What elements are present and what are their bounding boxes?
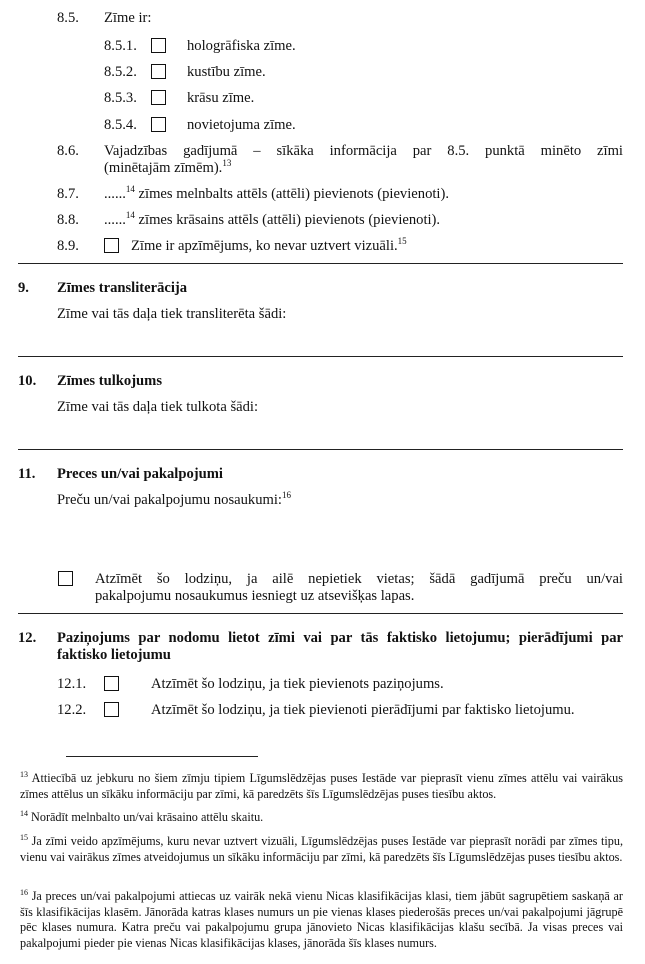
item-number-8-5: 8.5.: [57, 10, 79, 26]
transliteration-heading: Zīmes transliterācija: [57, 280, 188, 296]
item-number-8-5-4: 8.5.4.: [104, 117, 137, 133]
footnote-ref-14: 14: [125, 210, 135, 220]
extra-sheet-checkbox[interactable]: [58, 571, 73, 586]
item-8-5-title: Zīme ir:: [104, 10, 152, 26]
motion-mark-label: kustību zīme.: [187, 64, 266, 80]
footnote-separator: [66, 756, 258, 757]
non-visual-mark-label: Zīme ir apzīmējums, ko nevar uztvert vizuāli.$^{15}$: [131, 236, 407, 254]
item-number-8-8: 8.8.: [57, 212, 79, 228]
section-divider: [18, 613, 623, 614]
goods-services-prompt: Preču un/vai pakalpojumu nosaukumi:$^{16}$: [57, 490, 291, 508]
footnote-16: $^{16}$ Ja preces un/vai pakalpojumi attiecas uz vairāk nekā vienu Nicas klasifikācijas klasi, tiem jābūt sagrupētiem saskaņā ar šīs klasifikācijas klasēm. Jānorāda katras klases numurs un pie vienas klases piederošās preces un/vai pakalpojumi jāgrupē pēc klases numura. Katra preču vai pakalpojumu grupa jānovieto Nicas klasifikācijas klašu secībā. Ja visas preces vai pakalpojumi pieder pie vienas Nicas klasifikācijas klases, jānorāda šīs klases numurs.: [20, 888, 623, 950]
footnote-ref-14: 14: [125, 184, 135, 194]
use-declaration-heading-line2: faktisko lietojumu: [57, 647, 171, 663]
section-number-9: 9.: [18, 280, 29, 296]
hologram-mark-checkbox[interactable]: [151, 38, 166, 53]
declaration-attached-checkbox[interactable]: [104, 676, 119, 691]
footnote-13: $^{13}$ Attiecībā uz jebkuru no šiem zīmju tipiem Līgumslēdzējas puses Iestāde var pieprasīt vienu zīmes attēlu vai vairākus zīmes attēlus un sīkāku informāciju par zīmi, kā paredzēts šīs Līgumslēdzējas puses tiesību aktos.: [20, 770, 623, 801]
translation-heading: Zīmes tulkojums: [57, 373, 163, 389]
item-number-8-5-3: 8.5.3.: [104, 90, 137, 106]
hologram-mark-label: hologrāfiska zīme.: [187, 38, 296, 54]
item-number-8-9: 8.9.: [57, 238, 79, 254]
position-mark-label: novietojuma zīme.: [187, 117, 296, 133]
extra-sheet-label-line2: pakalpojumu nosaukumus iesniegt uz atsevišķas lapas.: [95, 588, 415, 604]
item-8-8-text: ......$^{14}$ zīmes krāsains attēls (attēli) pievienots (pievienoti).: [104, 210, 441, 228]
footnote-ref-16: 16: [281, 490, 291, 500]
transliteration-prompt: Zīme vai tās daļa tiek transliterēta šādi:: [57, 306, 287, 322]
motion-mark-checkbox[interactable]: [151, 64, 166, 79]
footnote-15: $^{15}$ Ja zīmi veido apzīmējums, kuru nevar uztvert vizuāli, Līgumslēdzējas puses Iestāde var pieprasīt norādi par zīmes tipu, vienu vai vairākus zīmes atveidojumus un sīkāku informāciju par zīmi, kā paredzēts šīs Līgumslēdzējas puses tiesību aktos.: [20, 833, 623, 864]
item-8-6-text-line1: Vajadzības gadījumā – sīkāka informācija par 8.5. punktā minēto zīmi: [104, 143, 623, 159]
item-number-8-7: 8.7.: [57, 186, 79, 202]
section-divider: [18, 263, 623, 264]
section-number-11: 11.: [18, 466, 36, 482]
item-number-8-5-1: 8.5.1.: [104, 38, 137, 54]
colour-mark-checkbox[interactable]: [151, 90, 166, 105]
colour-mark-label: krāsu zīme.: [187, 90, 255, 106]
translation-prompt: Zīme vai tās daļa tiek tulkota šādi:: [57, 399, 259, 415]
extra-sheet-label-line1: Atzīmēt šo lodziņu, ja ailē nepietiek vietas; šādā gadījumā preču un/vai: [95, 571, 623, 587]
section-number-12: 12.: [18, 630, 37, 646]
declaration-attached-label: Atzīmēt šo lodziņu, ja tiek pievienots paziņojums.: [151, 676, 444, 692]
item-number-12-2: 12.2.: [57, 702, 87, 718]
section-divider: [18, 356, 623, 357]
evidence-attached-checkbox[interactable]: [104, 702, 119, 717]
item-8-6-text-line2: (minētajām zīmēm).$^{13}$: [104, 158, 232, 176]
section-number-10: 10.: [18, 373, 37, 389]
section-divider: [18, 449, 623, 450]
item-number-8-6: 8.6.: [57, 143, 79, 159]
non-visual-mark-checkbox[interactable]: [104, 238, 119, 253]
footnote-ref-15: 15: [397, 236, 407, 246]
evidence-attached-label: Atzīmēt šo lodziņu, ja tiek pievienoti pierādījumi par faktisko lietojumu.: [151, 702, 575, 718]
item-number-8-5-2: 8.5.2.: [104, 64, 137, 80]
footnote-14: $^{14}$ Norādīt melnbalto un/vai krāsaino attēlu skaitu.: [20, 809, 264, 824]
item-number-12-1: 12.1.: [57, 676, 87, 692]
use-declaration-heading-line1: Paziņojums par nodomu lietot zīmi vai par tās faktisko lietojumu; pierādījumi par: [57, 630, 623, 646]
goods-services-heading: Preces un/vai pakalpojumi: [57, 466, 223, 482]
footnote-ref-13: 13: [222, 158, 232, 168]
position-mark-checkbox[interactable]: [151, 117, 166, 132]
item-8-7-text: ......$^{14}$ zīmes melnbalts attēls (attēli) pievienots (pievienoti).: [104, 184, 449, 202]
